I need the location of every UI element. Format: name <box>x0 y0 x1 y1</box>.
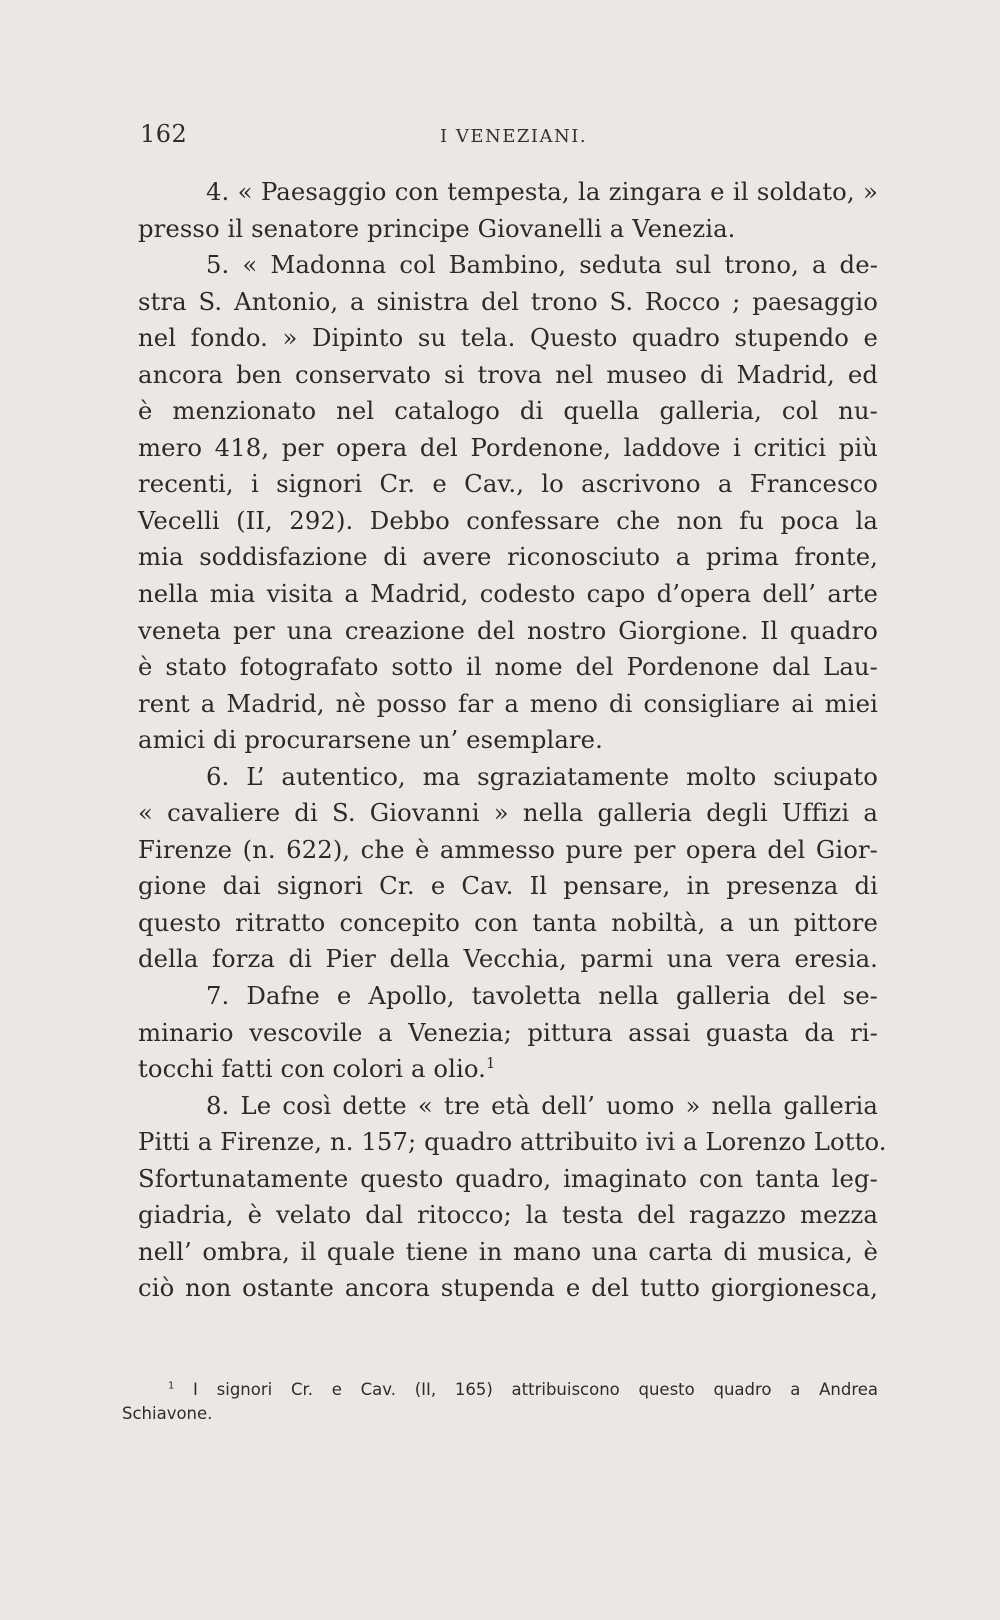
text-line: presso il senatore principe Giovanelli a Venezia. <box>138 213 736 243</box>
text-line: 6. L’ autentico, ma sgraziatamente molto sciupato <box>206 761 878 791</box>
text-line: giadria, è velato dal ritocco; la testa del ragazzo mezza <box>138 1200 878 1230</box>
text-line: 7. Dafne e Apollo, tavoletta nella galleria del se- <box>206 981 878 1011</box>
body-text <box>138 174 887 1307</box>
footnote-text: I signori Cr. e Cav. (II, 165) attribuiscono questo quadro a Andrea <box>193 1380 878 1399</box>
text-line: recenti, i signori Cr. e Cav., lo ascrivono a Francesco <box>138 469 878 499</box>
footnote-line <box>122 1378 878 1402</box>
text-line: mero 418, per opera del Pordenone, laddove i critici più <box>138 432 878 462</box>
footnote-line: Schiavone. <box>122 1404 213 1423</box>
text-line: stra S. Antonio, a sinistra del trono S. Rocco ; paesaggio <box>138 286 878 316</box>
text-line: nella mia visita a Madrid, codesto capo d’opera dell’ arte <box>138 579 878 609</box>
text-line: mia soddisfazione di avere riconosciuto a prima fronte, <box>138 542 878 572</box>
text-line <box>138 1051 878 1088</box>
text-line: « cavaliere di S. Giovanni » nella galleria degli Uffizi a <box>138 798 878 828</box>
text-line: è menzionato nel catalogo di quella galleria, col nu- <box>138 396 878 426</box>
text-line: 5. « Madonna col Bambino, seduta sul trono, a de- <box>206 250 878 280</box>
page-number: 162 <box>140 120 188 148</box>
text-line: gione dai signori Cr. e Cav. Il pensare, in presenza di <box>138 871 878 901</box>
text-line: amici di procurarsene un’ esemplare. <box>138 725 603 755</box>
footnote-marker: 1 <box>168 1380 175 1392</box>
text-line: 4. « Paesaggio con tempesta, la zingara e il soldato, » <box>206 177 878 206</box>
text-line: veneta per una creazione del nostro Giorgione. Il quadro <box>138 615 878 645</box>
text-line: della forza di Pier della Vecchia, parmi una vera eresia. <box>138 944 878 974</box>
text-line: Pitti a Firenze, n. 157; quadro attribuito ivi a Lorenzo Lotto. <box>138 1127 887 1157</box>
text-line: nel fondo. » Dipinto su tela. Questo quadro stupendo e <box>138 323 878 353</box>
text-line: Firenze (n. 622), che è ammesso pure per opera del Gior- <box>138 834 878 864</box>
text-line: Sfortunatamente questo quadro, imaginato con tanta leg- <box>138 1163 878 1193</box>
text-line: ancora ben conservato si trova nel museo di Madrid, ed <box>138 359 878 389</box>
text-line: minario vescovile a Venezia; pittura assai guasta da ri- <box>138 1017 878 1047</box>
text-line: questo ritratto concepito con tanta nobiltà, a un pittore <box>138 907 878 937</box>
text-line-content: tocchi fatti con colori a olio. <box>138 1054 487 1084</box>
running-head: I VENEZIANI. <box>440 126 588 147</box>
text-line: 8. Le così dette « tre età dell’ uomo » nella galleria <box>206 1090 878 1120</box>
text-line: Vecelli (II, 292). Debbo confessare che non fu poca la <box>138 505 878 535</box>
text-line: è stato fotografato sotto il nome del Pordenone dal Lau- <box>138 652 878 682</box>
footnotes <box>122 1378 878 1426</box>
text-line: ciò non ostante ancora stupenda e del tutto giorgionesca, <box>138 1273 878 1303</box>
text-line: nell’ ombra, il quale tiene in mano una carta di musica, è <box>138 1236 878 1266</box>
footnote-reference: 1 <box>486 1055 496 1073</box>
text-line: rent a Madrid, nè posso far a meno di consigliare ai miei <box>138 688 878 718</box>
